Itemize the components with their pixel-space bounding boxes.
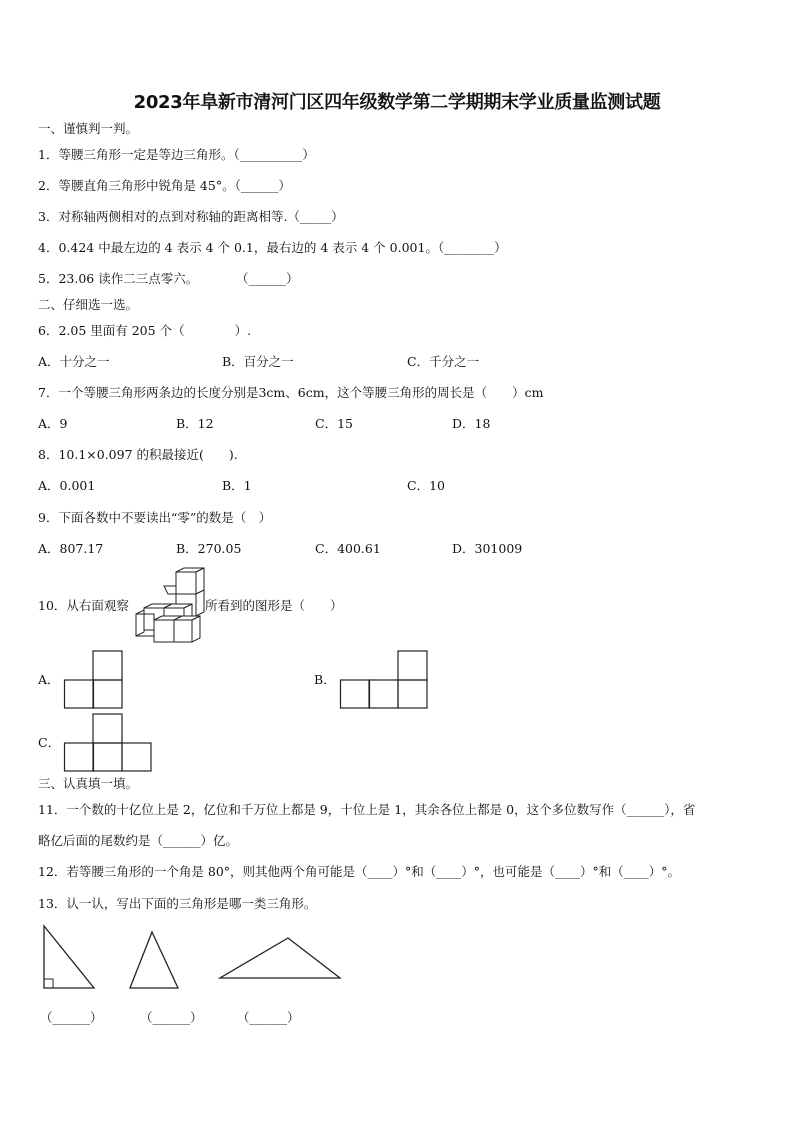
q6-option-b: B．百分之一 — [222, 354, 294, 369]
triangle-obtuse — [218, 936, 344, 982]
cube-stack-figure — [134, 568, 206, 648]
question-10-prefix: 10．从右面观察 — [38, 598, 129, 613]
question-10-suffix: 所看到的图形是（ ） — [205, 598, 343, 613]
page-title: 2023年阜新市清河门区四年级数学第二学期期末学业质量监测试题 — [133, 92, 661, 113]
q7-option-a: A．9 — [38, 416, 68, 431]
question-5-blank: （______） — [236, 271, 299, 286]
q7-option-d: D．18 — [452, 416, 491, 431]
question-13: 13．认一认，写出下面的三角形是哪一类三角形。 — [38, 896, 317, 911]
question-5: 5．23.06 读作二三点零六。 — [38, 271, 199, 286]
q8-option-c: C．10 — [407, 478, 445, 493]
q13-blank-1: （______） — [40, 1010, 103, 1025]
question-4: 4．0.424 中最左边的 4 表示 4 个 0.1，最右边的 4 表示 4 个 0.001。（________） — [38, 240, 507, 255]
q10-option-c-figure — [64, 713, 154, 773]
triangle-right — [40, 924, 100, 992]
q13-blank-3: （______） — [237, 1010, 300, 1025]
question-6: 6．2.05 里面有 205 个（ ）. — [38, 323, 252, 338]
q10-option-a-label: A． — [38, 672, 60, 687]
section-heading-2: 二、仔细选一选。 — [38, 297, 139, 312]
question-2: 2．等腰直角三角形中锐角是 45°。（______） — [38, 178, 291, 193]
q6-option-c: C．千分之一 — [407, 354, 480, 369]
question-11-line1: 11．一个数的十亿位上是 2，亿位和千万位上都是 9，十位上是 1，其余各位上都是 0，这个多位数写作（______），省 — [38, 802, 696, 817]
q10-option-b-label: B． — [314, 672, 336, 687]
section-heading-3: 三、认真填一填。 — [38, 776, 139, 791]
q13-blank-2: （______） — [140, 1010, 203, 1025]
triangle-acute — [128, 930, 182, 990]
q10-option-c-label: C． — [38, 735, 61, 750]
q8-option-a: A．0.001 — [38, 478, 96, 493]
section-heading-1: 一、谨慎判一判。 — [38, 121, 139, 136]
q9-option-c: C．400.61 — [315, 541, 381, 556]
q8-option-b: B．1 — [222, 478, 252, 493]
question-7: 7．一个等腰三角形两条边的长度分别是3cm、6cm，这个等腰三角形的周长是（ ）cm — [38, 385, 544, 400]
question-1: 1．等腰三角形一定是等边三角形。（__________） — [38, 147, 315, 162]
q9-option-b: B．270.05 — [176, 541, 242, 556]
question-9: 9．下面各数中不要读出“零”的数是（ ） — [38, 510, 272, 525]
q10-option-a-figure — [64, 650, 124, 710]
question-3: 3．对称轴两侧相对的点到对称轴的距离相等.（_____） — [38, 209, 344, 224]
q7-option-c: C．15 — [315, 416, 353, 431]
question-11-line2: 略亿后面的尾数约是（______）亿。 — [38, 833, 239, 848]
q9-option-a: A．807.17 — [38, 541, 104, 556]
question-12: 12．若等腰三角形的一个角是 80°，则其他两个角可能是（____）°和（____）°，也可能是（____）°和（____）°。 — [38, 864, 681, 879]
q9-option-d: D．301009 — [452, 541, 523, 556]
question-8: 8．10.1×0.097 的积最接近( ). — [38, 447, 238, 462]
q6-option-a: A．十分之一 — [38, 354, 110, 369]
q7-option-b: B．12 — [176, 416, 214, 431]
q10-option-b-figure — [340, 650, 430, 710]
